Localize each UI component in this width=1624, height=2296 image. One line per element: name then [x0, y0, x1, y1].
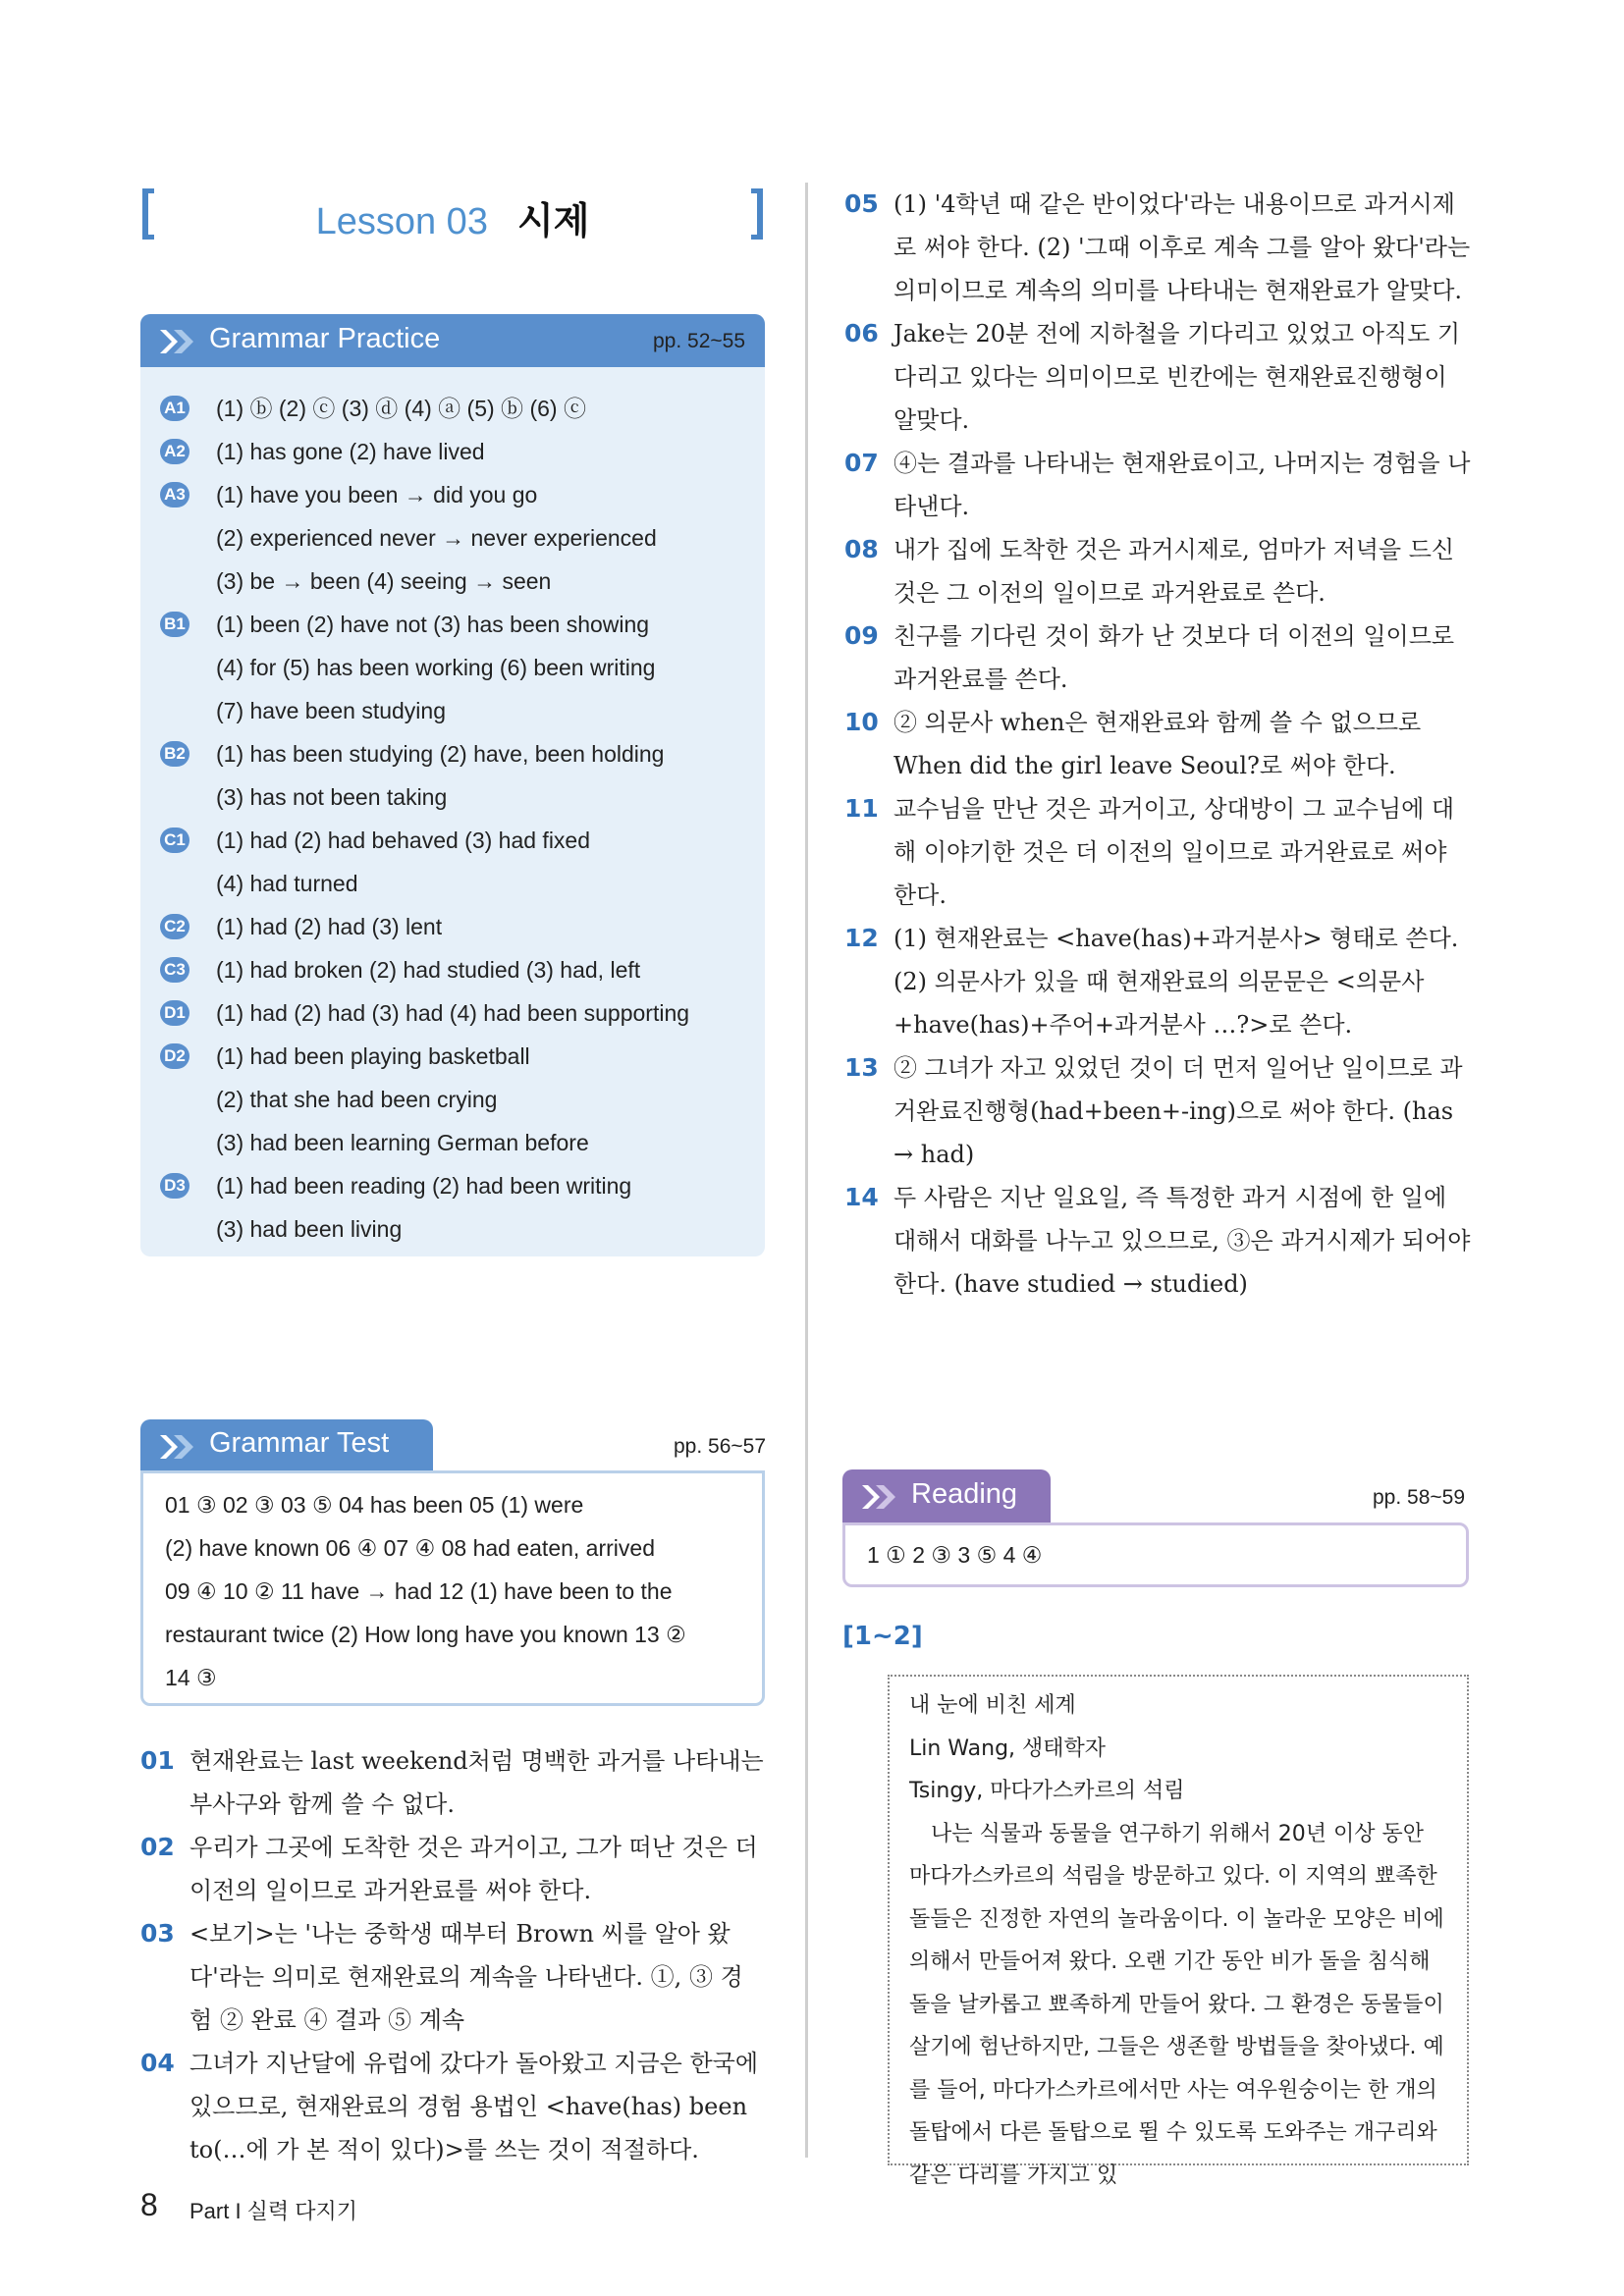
practice-line	[160, 603, 755, 646]
practice-badge: A1	[160, 396, 189, 421]
grammar-practice-pages: pp. 52~55	[652, 330, 745, 352]
practice-line	[160, 775, 755, 819]
passage-body: 나는 식물과 동물을 연구하기 위해서 20년 이상 동안 마다가스카르의 석림을 방문하고 있다. 이 지역의 뾰족한 돌들은 진정한 자연의 놀라움이다. 이 놀라운 모양은 비에 의해서 만들어져 왔다. 오랜 기간 동안 비가 돌을 침식해 돌을 날카롭고 뾰족하게 만들어 왔다. 그 환경은 동물들이 살기에 험난하지만, 그들은 생존할 방법들을 찾아냈다. 예를 들어, 마다가스카르에서만 사는 여우원숭이는 한 개의 돌탑에서 다른 돌탑으로 뛸 수 있도록 도와주는 개구리와 같은 다리를 가지고 있	[909, 1821, 1444, 2188]
right-bracket	[751, 188, 763, 240]
practice-answer-text: (3) has not been taking	[216, 784, 448, 810]
grammar-test-answers	[140, 1470, 765, 1706]
explanation-number: 03	[140, 1919, 175, 1948]
practice-answer-text: (3) had been learning German before	[216, 1130, 589, 1155]
grammar-practice-title: Grammar Practice	[209, 323, 441, 354]
explanation-text: ② 의문사 when은 현재완료와 함께 쓸 수 없으므로 When did the girl leave Seoul?로 써야 한다.	[893, 709, 1422, 779]
passage-line-2: Lin Wang, 생태학자	[909, 1735, 1107, 1761]
passage-box	[888, 1675, 1469, 2188]
practice-answer-text: (1) has been studying (2) have, been holding	[216, 741, 665, 767]
practice-answer-text: (3) be → been (4) seeing → seen	[216, 568, 552, 594]
practice-badge: C3	[160, 957, 189, 983]
practice-answer-text: (3) had been living	[216, 1216, 403, 1242]
explanation-item	[844, 1176, 1473, 1306]
practice-answer-text: (1) been (2) have not (3) has been showing	[216, 612, 650, 637]
reading-answers: 1 ① 2 ③ 3 ⑤ 4 ④	[867, 1542, 1043, 1568]
explanation-number: 10	[844, 708, 879, 736]
column-divider	[805, 183, 808, 2158]
explanation-text: 교수님을 만난 것은 과거이고, 상대방이 그 교수님에 대해 이야기한 것은 더 이전의 일이므로 과거완료로 써야 한다.	[893, 795, 1455, 909]
practice-answer-text: (1) had (2) had (3) lent	[216, 914, 443, 939]
explanation-item	[844, 1046, 1473, 1176]
explanation-item	[140, 2042, 765, 2171]
practice-line	[160, 430, 755, 473]
explanation-number: 05	[844, 189, 879, 218]
explanation-item	[844, 614, 1473, 701]
explanation-item	[844, 442, 1473, 528]
practice-line	[160, 732, 755, 775]
explanation-text: 친구를 기다린 것이 화가 난 것보다 더 이전의 일이므로 과거완료를 쓴다.	[893, 622, 1455, 693]
practice-line	[160, 1035, 755, 1078]
practice-answer-text: (7) have been studying	[216, 698, 446, 723]
explanation-item	[844, 701, 1473, 787]
practice-answer-text: (2) experienced never → never experienced	[216, 525, 657, 551]
footer-text: Part I 실력 다지기	[189, 2199, 358, 2223]
explanation-number: 12	[844, 924, 879, 952]
practice-line	[160, 905, 755, 948]
practice-line	[160, 516, 755, 560]
explanation-text: 우리가 그곳에 도착한 것은 과거이고, 그가 떠난 것은 더 이전의 일이므로 과거완료를 써야 한다.	[189, 1834, 758, 1904]
practice-line	[160, 948, 755, 991]
explanation-text: <보기>는 '나는 중학생 때부터 Brown 씨를 알아 왔다'라는 의미로 현재완료의 계속을 나타낸다. ①, ③ 경험 ② 완료 ④ 결과 ⑤ 계속	[189, 1920, 743, 2034]
grammar-practice-answers	[160, 387, 755, 1251]
explanation-text: (1) '4학년 때 같은 반이었다'라는 내용이므로 과거시제로 써야 한다. (2) '그때 이후로 계속 그를 알아 왔다'라는 의미이므로 계속의 의미를 나타내는 현재완료가 알맞다.	[893, 190, 1471, 304]
practice-badge: B1	[160, 612, 189, 637]
practice-answer-text: (4) had turned	[216, 871, 358, 896]
practice-badge: D3	[160, 1173, 189, 1199]
double-chevron-icon	[860, 1483, 899, 1511]
practice-line	[160, 387, 755, 430]
practice-badge: D1	[160, 1000, 189, 1026]
test-answer-line: 09 ④ 10 ② 11 have → had 12 (1) have been to the	[165, 1578, 673, 1604]
grammar-test-tab	[140, 1419, 433, 1470]
passage-line-3: Tsingy, 마다가스카르의 석림	[909, 1779, 1185, 1803]
explanation-text: 두 사람은 지난 일요일, 즉 특정한 과거 시점에 한 일에 대해서 대화를 나누고 있으므로, ③은 과거시제가 되어야 한다. (have studied → studied)	[893, 1184, 1471, 1298]
practice-line	[160, 689, 755, 732]
explanation-text: 내가 집에 도착한 것은 과거시제로, 엄마가 저녁을 드신 것은 그 이전의 일이므로 과거완료로 쓴다.	[893, 536, 1455, 607]
practice-answer-text: (1) had (2) had (3) had (4) had been supporting	[216, 1000, 690, 1026]
grammar-test-pages: pp. 56~57	[674, 1435, 767, 1458]
practice-answer-text: (1) had been playing basketball	[216, 1043, 530, 1069]
practice-line	[160, 473, 755, 516]
explanation-item	[844, 312, 1473, 442]
practice-answer-text: (1) ⓑ (2) ⓒ (3) ⓓ (4) ⓐ (5) ⓑ (6) ⓒ	[216, 396, 586, 421]
practice-line	[160, 819, 755, 862]
practice-badge: A3	[160, 482, 189, 507]
practice-answer-text: (1) had been reading (2) had been writing	[216, 1173, 632, 1199]
practice-line	[160, 1207, 755, 1251]
explanation-text: 현재완료는 last weekend처럼 명백한 과거를 나타내는 부사구와 함께 쓸 수 없다.	[189, 1747, 764, 1818]
explanation-text: Jake는 20분 전에 지하철을 기다리고 있었고 아직도 기다리고 있다는 의미이므로 빈칸에는 현재완료진행형이 알맞다.	[893, 320, 1461, 434]
practice-badge: C1	[160, 828, 189, 853]
explanation-number: 01	[140, 1746, 175, 1775]
test-answer-line: restaurant twice (2) How long have you known 13 ②	[165, 1622, 686, 1647]
grammar-practice-box	[140, 314, 765, 1256]
practice-answer-text: (1) had (2) had behaved (3) had fixed	[216, 828, 591, 853]
explanation-text: ② 그녀가 자고 있었던 것이 더 먼저 일어난 일이므로 과거완료진행형(had+been+-ing)으로 써야 한다. (has → had)	[893, 1054, 1463, 1168]
reading-tab	[842, 1469, 1051, 1522]
explanation-number: 07	[844, 449, 879, 477]
practice-line	[160, 560, 755, 603]
practice-answer-text: (2) that she had been crying	[216, 1087, 498, 1112]
lesson-title	[142, 190, 763, 244]
explanation-item	[844, 787, 1473, 917]
passage-line-1: 내 눈에 비친 세계	[909, 1693, 1076, 1718]
explanation-text: (1) 현재완료는 <have(has)+과거분사> 형태로 쓴다. (2) 의문사가 있을 때 현재완료의 의문문은 <의문사+have(has)+주어+과거분사 …?>로 쓴다.	[893, 925, 1459, 1039]
explanation-item	[140, 1739, 765, 1826]
practice-line	[160, 991, 755, 1035]
practice-line	[160, 1164, 755, 1207]
explanation-number: 09	[844, 621, 879, 650]
explanation-text: ④는 결과를 나타내는 현재완료이고, 나머지는 경험을 나타낸다.	[893, 450, 1471, 520]
test-answer-line: (2) have known 06 ④ 07 ④ 08 had eaten, arrived	[165, 1535, 655, 1561]
reading-answers-box	[842, 1522, 1469, 1587]
page-number: 8	[140, 2187, 158, 2222]
explanation-item	[140, 1912, 765, 2042]
practice-badge: C2	[160, 914, 189, 939]
practice-answer-text: (1) have you been → did you go	[216, 482, 538, 507]
explanation-number: 06	[844, 319, 879, 347]
test-answer-line: 01 ③ 02 ③ 03 ⑤ 04 has been 05 (1) were	[165, 1492, 584, 1518]
explanation-number: 14	[844, 1183, 879, 1211]
lesson-label: Lesson 03	[315, 201, 488, 242]
passage-text	[909, 1684, 1447, 2197]
explanation-item	[140, 1826, 765, 1912]
explanation-number: 04	[140, 2049, 175, 2077]
grammar-test-title: Grammar Test	[209, 1427, 390, 1459]
practice-answer-text: (1) had broken (2) had studied (3) had, left	[216, 957, 641, 983]
explanation-item	[844, 183, 1473, 312]
explanation-number: 02	[140, 1833, 175, 1861]
practice-badge: D2	[160, 1043, 189, 1069]
explanation-item	[844, 528, 1473, 614]
grammar-practice-header	[140, 314, 765, 367]
explanations-right	[844, 183, 1473, 1306]
explanation-item	[844, 917, 1473, 1046]
explanation-number: 11	[844, 794, 879, 823]
explanation-text: 그녀가 지난달에 유럽에 갔다가 돌아왔고 지금은 한국에 있으므로, 현재완료의 경험 용법인 <have(has) been to(…에 가 본 적이 있다)>를 쓰는 것이 적절하다.	[189, 2050, 759, 2163]
explanation-number: 08	[844, 535, 879, 563]
lesson-topic: 시제	[516, 199, 590, 242]
practice-badge: A2	[160, 439, 189, 464]
practice-badge: B2	[160, 741, 189, 767]
practice-line	[160, 646, 755, 689]
double-chevron-icon	[158, 328, 197, 355]
practice-answer-text: (1) has gone (2) have lived	[216, 439, 485, 464]
reading-title: Reading	[911, 1478, 1018, 1510]
practice-line	[160, 1078, 755, 1121]
explanation-number: 13	[844, 1053, 879, 1082]
reading-pages: pp. 58~59	[1373, 1486, 1466, 1509]
explanations-left	[140, 1739, 765, 2171]
practice-line	[160, 1121, 755, 1164]
practice-answer-text: (4) for (5) has been working (6) been writing	[216, 655, 656, 680]
test-answer-line: 14 ③	[165, 1665, 217, 1690]
practice-line	[160, 862, 755, 905]
lesson-header	[142, 185, 763, 243]
double-chevron-icon	[158, 1433, 197, 1461]
passage-range: [1~2]	[842, 1622, 923, 1651]
